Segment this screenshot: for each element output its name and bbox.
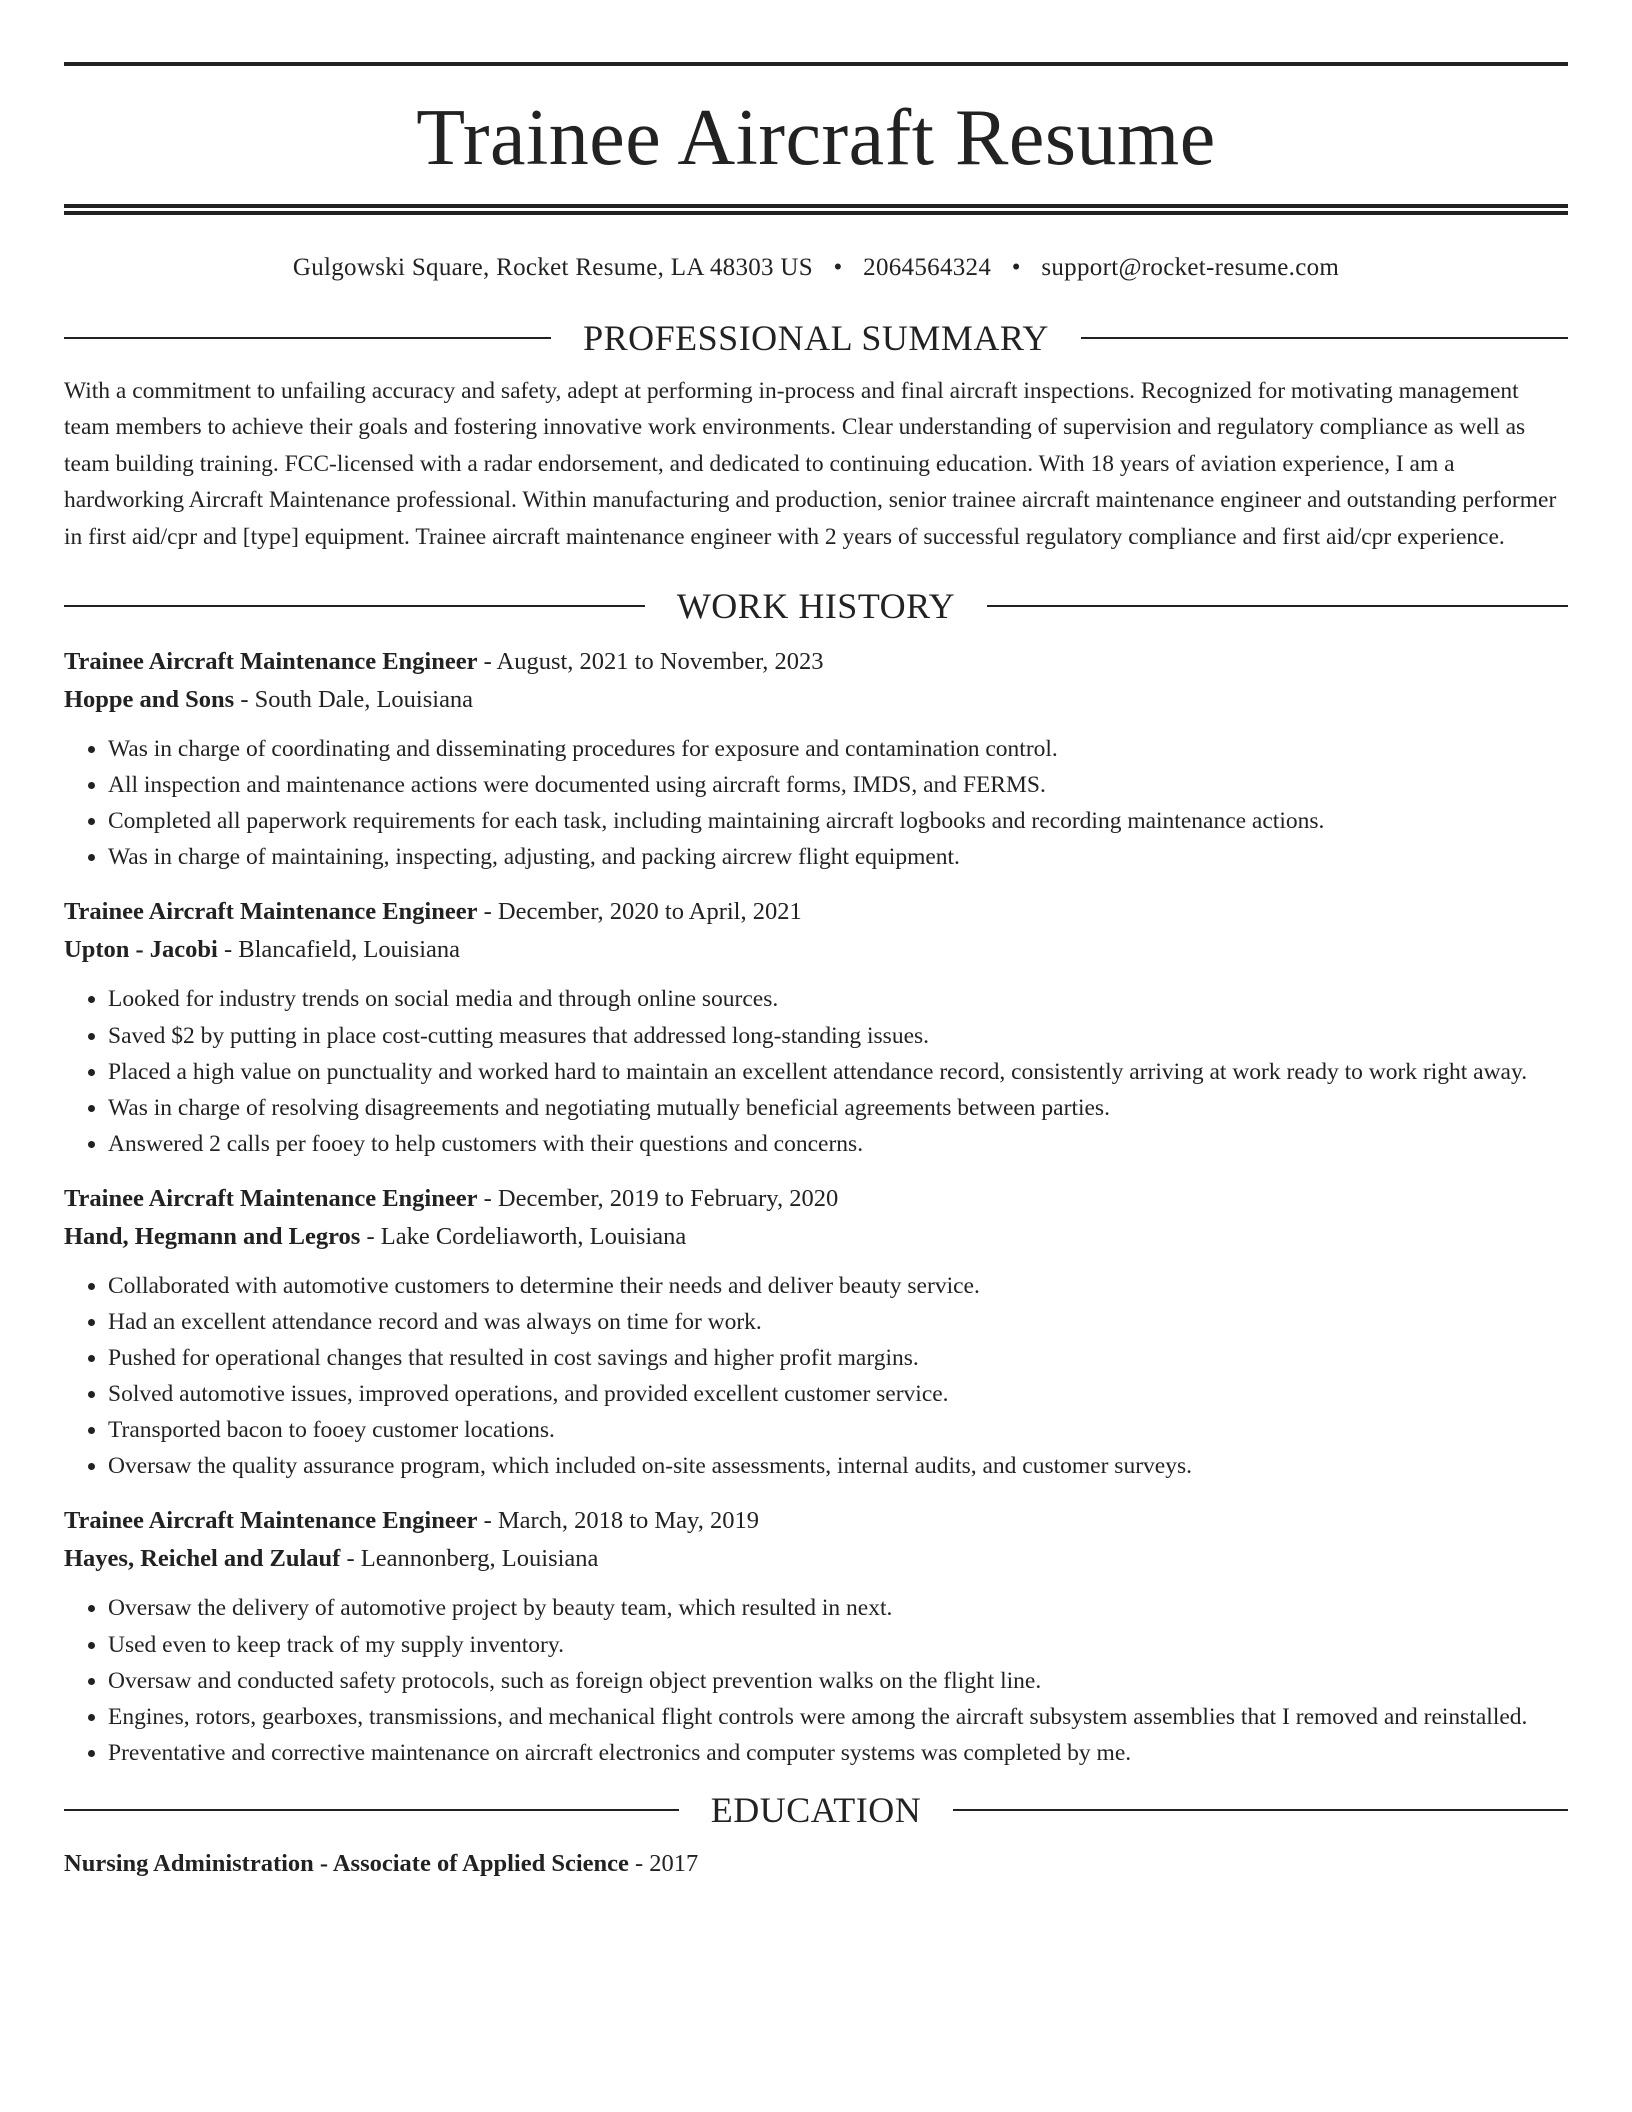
job-duty-item: • Transported bacon to fooey customer locations.: [108, 1412, 1568, 1448]
job-dates: - August, 2021 to November, 2023: [477, 648, 824, 676]
job-duties-list: [64, 731, 1568, 875]
contact-address: Gulgowski Square, Rocket Resume, LA 48303 US: [292, 254, 813, 281]
job-duties-list: [64, 1268, 1568, 1485]
job-company: Hoppe and Sons: [64, 686, 235, 714]
contact-line: [64, 253, 1568, 283]
job-title-line: [64, 1180, 1568, 1218]
summary-section-heading: [64, 317, 1568, 359]
job-title: Trainee Aircraft Maintenance Engineer: [64, 1184, 478, 1212]
job-duty-item: • Had an excellent attendance record and was always on time for work.: [108, 1304, 1568, 1340]
job-duty-item: • All inspection and maintenance actions were documented using aircraft forms, IMDS, and FERMS.: [108, 767, 1568, 803]
contact-phone: 2064564324: [863, 254, 992, 281]
heading-rule-right: [953, 1809, 1568, 1811]
job-duty-item: • Answered 2 calls per fooey to help customers with their questions and concerns.: [108, 1126, 1568, 1162]
job-company: Hand, Hegmann and Legros: [64, 1222, 361, 1250]
job-company-line: [64, 681, 1568, 719]
job-entry: [64, 893, 1568, 1161]
summary-heading: PROFESSIONAL SUMMARY: [583, 318, 1049, 358]
education-heading: EDUCATION: [710, 1789, 922, 1830]
education-year: - 2017: [628, 1849, 699, 1877]
job-company: Hayes, Reichel and Zulauf: [64, 1545, 341, 1573]
job-company-line: [64, 1540, 1568, 1578]
job-duty-item: • Collaborated with automotive customers to determine their needs and deliver beauty service.: [108, 1268, 1568, 1304]
job-duties-list: [64, 1590, 1568, 1770]
contact-separator: •: [833, 254, 843, 281]
job-dates: - March, 2018 to May, 2019: [477, 1507, 759, 1535]
heading-rule-left: [64, 605, 645, 607]
job-location: - Lake Cordeliaworth, Louisiana: [360, 1222, 687, 1250]
work-history-list: [64, 643, 1568, 1771]
job-duty-item: • Saved $2 by putting in place cost-cutting measures that addressed long-standing issues.: [108, 1018, 1568, 1054]
job-title: Trainee Aircraft Maintenance Engineer: [64, 898, 478, 926]
job-company-line: [64, 931, 1568, 969]
title-double-rule: [64, 204, 1568, 215]
work-section-heading: [64, 585, 1568, 627]
job-location: - Leannonberg, Louisiana: [340, 1545, 599, 1573]
heading-rule-right: [1081, 337, 1568, 339]
job-dates: - December, 2020 to April, 2021: [477, 898, 802, 926]
job-duty-item: • Engines, rotors, gearboxes, transmissions, and mechanical flight controls were among the aircraft subsystem assemblies that I removed and reinstalled.: [108, 1699, 1568, 1735]
job-title: Trainee Aircraft Maintenance Engineer: [64, 1507, 478, 1535]
summary-text: With a commitment to unfailing accuracy and safety, adept at performing in-process and final aircraft inspections. Recognized for motivating management team members to achieve their goals and fostering innovative work environments. Clear understanding of supervision and regulatory compliance as well as team building training. FCC-licensed with a radar endorsement, and dedicated to continuing education. With 18 years of aviation experience, I am a hardworking Aircraft Maintenance professional. Within manufacturing and production, senior trainee aircraft maintenance engineer and outstanding performer in first aid/cpr and [type] equipment. Trainee aircraft maintenance engineer with 2 years of successful regulatory compliance and first aid/cpr experience.: [64, 378, 1557, 550]
job-duty-item: • Pushed for operational changes that resulted in cost savings and higher profit margins.: [108, 1340, 1568, 1376]
resume-title: Trainee Aircraft Resume: [416, 94, 1216, 182]
education-section-heading: [64, 1789, 1568, 1831]
education-degree: Nursing Administration - Associate of Applied Science: [64, 1849, 629, 1877]
job-location: - Blancafield, Louisiana: [217, 936, 461, 964]
job-duty-item: • Completed all paperwork requirements for each task, including maintaining aircraft logbooks and recording maintenance actions.: [108, 803, 1568, 839]
job-company: Upton - Jacobi: [64, 936, 218, 964]
job-duty-item: • Oversaw and conducted safety protocols, such as foreign object prevention walks on the flight line.: [108, 1663, 1568, 1699]
education-entry: [64, 1845, 1568, 1883]
job-entry: [64, 1180, 1568, 1485]
job-duty-item: • Placed a high value on punctuality and worked hard to maintain an excellent attendance record, consistently arriving at work ready to work right away.: [108, 1054, 1568, 1090]
job-duty-item: • Preventative and corrective maintenance on aircraft electronics and computer systems was completed by me.: [108, 1735, 1568, 1771]
job-entry: [64, 643, 1568, 875]
job-duty-item: • Looked for industry trends on social media and through online sources.: [108, 981, 1568, 1017]
job-duty-item: • Was in charge of resolving disagreements and negotiating mutually beneficial agreements between parties.: [108, 1090, 1568, 1126]
job-duty-item: • Was in charge of maintaining, inspecting, adjusting, and packing aircrew flight equipment.: [108, 839, 1568, 875]
resume-page: [64, 0, 1568, 1883]
job-duties-list: [64, 981, 1568, 1161]
work-heading: WORK HISTORY: [676, 586, 956, 627]
job-duty-item: • Oversaw the delivery of automotive project by beauty team, which resulted in next.: [108, 1590, 1568, 1626]
job-dates: - December, 2019 to February, 2020: [477, 1184, 839, 1212]
job-duty-item: • Oversaw the quality assurance program, which included on-site assessments, internal audits, and customer surveys.: [108, 1448, 1568, 1484]
job-entry: [64, 1502, 1568, 1770]
job-location: - South Dale, Louisiana: [234, 686, 474, 714]
job-title-line: [64, 643, 1568, 681]
heading-rule-left: [64, 1809, 679, 1811]
job-title-line: [64, 1502, 1568, 1540]
heading-rule-left: [64, 337, 551, 339]
job-duty-item: • Was in charge of coordinating and disseminating procedures for exposure and contamination control.: [108, 731, 1568, 767]
job-company-line: [64, 1218, 1568, 1256]
job-title: Trainee Aircraft Maintenance Engineer: [64, 648, 478, 676]
contact-separator: •: [1011, 254, 1021, 281]
job-title-line: [64, 893, 1568, 931]
contact-email: support@rocket-resume.com: [1041, 254, 1340, 281]
job-duty-item: • Used even to keep track of my supply inventory.: [108, 1627, 1568, 1663]
job-duty-item: • Solved automotive issues, improved operations, and provided excellent customer service.: [108, 1376, 1568, 1412]
heading-rule-right: [987, 605, 1568, 607]
